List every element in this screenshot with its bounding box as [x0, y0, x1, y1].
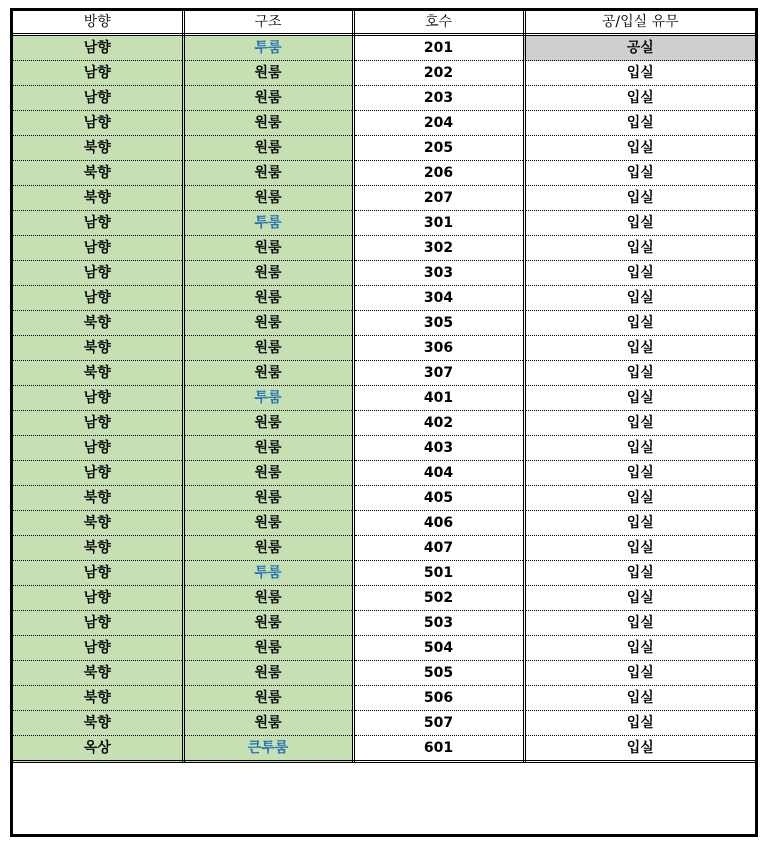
room-number-cell: 201 [353, 35, 524, 61]
occupancy-cell: 입실 [524, 336, 755, 361]
table-row [13, 486, 755, 511]
table-row [13, 586, 755, 611]
direction-cell: 남향 [13, 386, 183, 411]
direction-cell: 북향 [13, 186, 183, 211]
occupancy-cell: 입실 [524, 586, 755, 611]
occupancy-cell: 입실 [524, 736, 755, 762]
structure-cell: 원룸 [183, 536, 353, 561]
room-table-frame [10, 8, 758, 837]
table-row [13, 236, 755, 261]
occupancy-cell: 입실 [524, 686, 755, 711]
direction-cell: 북향 [13, 161, 183, 186]
occupancy-cell: 입실 [524, 161, 755, 186]
direction-cell: 북향 [13, 661, 183, 686]
direction-cell: 남향 [13, 111, 183, 136]
table-row [13, 636, 755, 661]
room-number-cell: 504 [353, 636, 524, 661]
table-row [13, 186, 755, 211]
occupancy-cell: 입실 [524, 211, 755, 236]
room-status-table [13, 11, 755, 763]
direction-cell: 북향 [13, 136, 183, 161]
room-number-cell: 506 [353, 686, 524, 711]
direction-cell: 남향 [13, 611, 183, 636]
direction-cell: 북향 [13, 511, 183, 536]
structure-cell: 원룸 [183, 461, 353, 486]
occupancy-cell: 입실 [524, 711, 755, 736]
structure-cell: 원룸 [183, 111, 353, 136]
table-row [13, 311, 755, 336]
structure-cell: 원룸 [183, 486, 353, 511]
occupancy-cell: 입실 [524, 61, 755, 86]
direction-cell: 남향 [13, 586, 183, 611]
occupancy-cell: 입실 [524, 411, 755, 436]
occupancy-cell: 입실 [524, 186, 755, 211]
structure-cell: 원룸 [183, 586, 353, 611]
room-number-cell: 304 [353, 286, 524, 311]
structure-cell: 원룸 [183, 186, 353, 211]
table-row [13, 111, 755, 136]
occupancy-cell: 입실 [524, 111, 755, 136]
occupancy-cell: 입실 [524, 461, 755, 486]
table-row [13, 436, 755, 461]
table-row [13, 386, 755, 411]
direction-cell: 북향 [13, 536, 183, 561]
room-number-cell: 502 [353, 586, 524, 611]
table-row [13, 461, 755, 486]
table-row [13, 511, 755, 536]
room-number-cell: 204 [353, 111, 524, 136]
room-number-cell: 305 [353, 311, 524, 336]
room-number-cell: 407 [353, 536, 524, 561]
room-number-cell: 601 [353, 736, 524, 762]
direction-cell: 남향 [13, 86, 183, 111]
direction-cell: 남향 [13, 411, 183, 436]
table-row [13, 411, 755, 436]
table-row [13, 261, 755, 286]
room-number-cell: 207 [353, 186, 524, 211]
room-number-cell: 401 [353, 386, 524, 411]
occupancy-cell: 입실 [524, 486, 755, 511]
room-number-cell: 202 [353, 61, 524, 86]
occupancy-cell: 공실 [524, 35, 755, 61]
direction-cell: 남향 [13, 261, 183, 286]
direction-cell: 남향 [13, 286, 183, 311]
table-row [13, 536, 755, 561]
structure-cell: 원룸 [183, 361, 353, 386]
direction-cell: 북향 [13, 711, 183, 736]
table-row [13, 561, 755, 586]
direction-cell: 남향 [13, 61, 183, 86]
room-number-cell: 303 [353, 261, 524, 286]
table-row [13, 136, 755, 161]
room-number-cell: 203 [353, 86, 524, 111]
room-number-cell: 302 [353, 236, 524, 261]
structure-cell: 원룸 [183, 436, 353, 461]
occupancy-cell: 입실 [524, 136, 755, 161]
table-row [13, 336, 755, 361]
table-row [13, 686, 755, 711]
occupancy-cell: 입실 [524, 611, 755, 636]
structure-cell: 원룸 [183, 161, 353, 186]
structure-cell: 원룸 [183, 511, 353, 536]
direction-cell: 북향 [13, 311, 183, 336]
room-number-cell: 205 [353, 136, 524, 161]
top-strip [0, 0, 770, 8]
direction-cell: 북향 [13, 361, 183, 386]
room-number-cell: 402 [353, 411, 524, 436]
structure-cell: 원룸 [183, 136, 353, 161]
structure-cell: 투룸 [183, 386, 353, 411]
table-row [13, 611, 755, 636]
structure-cell: 투룸 [183, 561, 353, 586]
room-number-cell: 507 [353, 711, 524, 736]
room-number-cell: 307 [353, 361, 524, 386]
header-row [13, 11, 755, 35]
occupancy-cell: 입실 [524, 386, 755, 411]
occupancy-cell: 입실 [524, 311, 755, 336]
structure-cell: 원룸 [183, 86, 353, 111]
direction-cell: 남향 [13, 35, 183, 61]
room-number-cell: 301 [353, 211, 524, 236]
occupancy-cell: 입실 [524, 436, 755, 461]
structure-cell: 원룸 [183, 411, 353, 436]
header-direction: 방향 [13, 11, 183, 35]
direction-cell: 남향 [13, 636, 183, 661]
table-row [13, 711, 755, 736]
structure-cell: 원룸 [183, 311, 353, 336]
occupancy-cell: 입실 [524, 636, 755, 661]
occupancy-cell: 입실 [524, 561, 755, 586]
direction-cell: 옥상 [13, 736, 183, 762]
room-number-cell: 206 [353, 161, 524, 186]
occupancy-cell: 입실 [524, 86, 755, 111]
occupancy-cell: 입실 [524, 236, 755, 261]
table-row [13, 736, 755, 762]
room-number-cell: 406 [353, 511, 524, 536]
structure-cell: 원룸 [183, 261, 353, 286]
table-row [13, 361, 755, 386]
direction-cell: 남향 [13, 236, 183, 261]
direction-cell: 남향 [13, 561, 183, 586]
table-row [13, 61, 755, 86]
room-number-cell: 505 [353, 661, 524, 686]
occupancy-cell: 입실 [524, 361, 755, 386]
table-row [13, 86, 755, 111]
header-structure: 구조 [183, 11, 353, 35]
structure-cell: 원룸 [183, 286, 353, 311]
room-number-cell: 306 [353, 336, 524, 361]
room-number-cell: 501 [353, 561, 524, 586]
table-row [13, 35, 755, 61]
structure-cell: 원룸 [183, 711, 353, 736]
occupancy-cell: 입실 [524, 261, 755, 286]
structure-cell: 투룸 [183, 35, 353, 61]
direction-cell: 남향 [13, 461, 183, 486]
header-room-number: 호수 [353, 11, 524, 35]
room-number-cell: 403 [353, 436, 524, 461]
room-number-cell: 405 [353, 486, 524, 511]
table-row [13, 211, 755, 236]
structure-cell: 원룸 [183, 236, 353, 261]
direction-cell: 남향 [13, 436, 183, 461]
occupancy-cell: 입실 [524, 661, 755, 686]
room-number-cell: 503 [353, 611, 524, 636]
structure-cell: 투룸 [183, 211, 353, 236]
room-number-cell: 404 [353, 461, 524, 486]
direction-cell: 남향 [13, 211, 183, 236]
structure-cell: 큰투룸 [183, 736, 353, 762]
structure-cell: 원룸 [183, 61, 353, 86]
structure-cell: 원룸 [183, 661, 353, 686]
table-row [13, 161, 755, 186]
structure-cell: 원룸 [183, 336, 353, 361]
structure-cell: 원룸 [183, 611, 353, 636]
structure-cell: 원룸 [183, 636, 353, 661]
direction-cell: 북향 [13, 486, 183, 511]
structure-cell: 원룸 [183, 686, 353, 711]
occupancy-cell: 입실 [524, 511, 755, 536]
header-occupancy: 공/입실 유무 [524, 11, 755, 35]
empty-area [13, 761, 755, 834]
occupancy-cell: 입실 [524, 286, 755, 311]
table-row [13, 286, 755, 311]
occupancy-cell: 입실 [524, 536, 755, 561]
table-row [13, 661, 755, 686]
direction-cell: 북향 [13, 686, 183, 711]
direction-cell: 북향 [13, 336, 183, 361]
